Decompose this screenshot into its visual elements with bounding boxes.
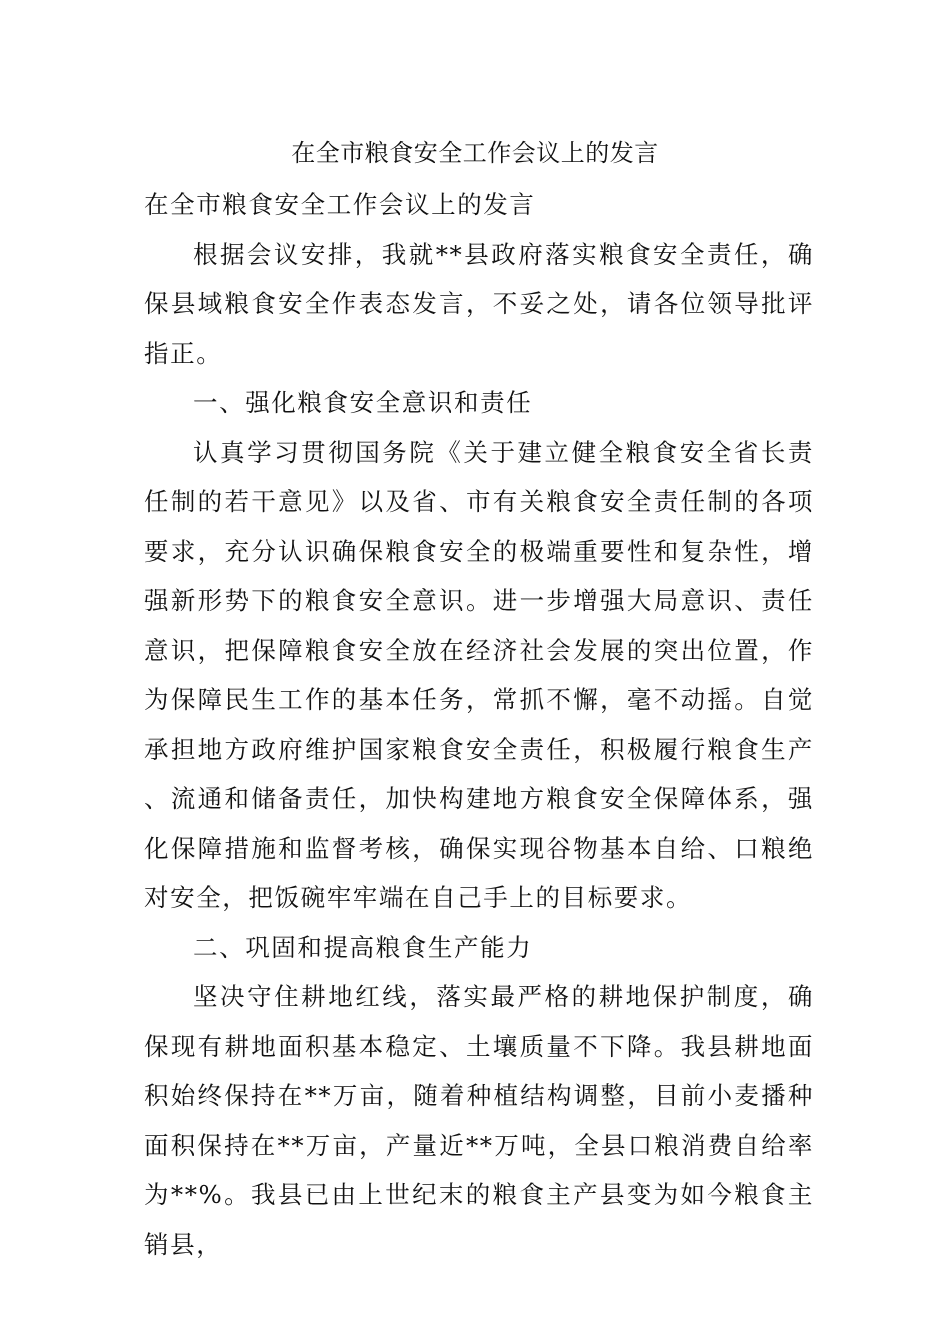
document-body <box>144 180 814 1269</box>
section-heading-1: 一、强化粮食安全意识和责任 <box>193 388 533 417</box>
paragraph-section-2: 坚决守住耕地红线，落实最严格的耕地保护制度，确保现有耕地面积基本稳定、土壤质量不下降。我县耕地面积始终保持在**万亩，随着种植结构调整，目前小麦播种面积保持在**万亩，产量近**万吨，全县口粮消费自给率为**%。我县已由上世纪末的粮食主产县变为如今粮食主销县， <box>144 982 814 1259</box>
document-subtitle: 在全市粮食安全工作会议上的发言 <box>144 190 536 219</box>
section-heading-2: 二、巩固和提高粮食生产能力 <box>193 932 533 962</box>
paragraph-section-1: 认真学习贯彻国务院《关于建立健全粮食安全省长责任制的若干意见》以及省、市有关粮食安全责任制的各项要求，充分认识确保粮食安全的极端重要性和复杂性，增强新形势下的粮食安全意识。进一步增强大局意识、责任意识，把保障粮食安全放在经济社会发展的突出位置，作为保障民生工作的基本任务，常抓不懈，毫不动摇。自觉承担地方政府维护国家粮食安全责任，积极履行粮食生产、流通和储备责任，加快构建地方粮食安全保障体系，强化保障措施和监督考核，确保实现谷物基本自给、口粮绝对安全，把饭碗牢牢端在自己手上的目标要求。 <box>144 437 814 912</box>
paragraph-intro: 根据会议安排，我就**县政府落实粮食安全责任，确保县域粮食安全作表态发言，不妥之处，请各位领导批评指正。 <box>144 239 814 368</box>
document-title: 在全市粮食安全工作会议上的发言 <box>291 139 659 167</box>
